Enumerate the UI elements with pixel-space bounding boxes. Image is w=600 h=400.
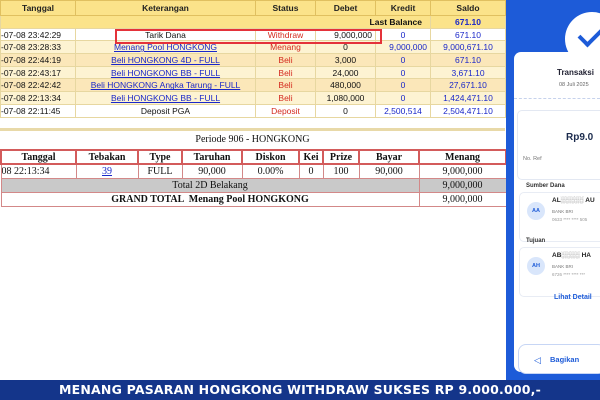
transaction-ledger bbox=[0, 0, 505, 118]
bet-row bbox=[1, 164, 506, 178]
row-status: Deposit bbox=[256, 104, 316, 117]
share-icon: ◁ bbox=[534, 355, 541, 365]
row-kredit: 2,500,514 bbox=[376, 104, 431, 117]
col-tebakan: Tebakan bbox=[76, 150, 138, 164]
share-label: Bagikan bbox=[550, 355, 580, 364]
col-keterangan: Keterangan bbox=[76, 1, 256, 16]
row-status: Beli bbox=[256, 54, 316, 67]
col-status: Status bbox=[256, 1, 316, 16]
col-tanggal: Tanggal bbox=[1, 1, 76, 16]
detail-link[interactable]: Lihat Detail bbox=[554, 294, 592, 301]
promo-banner: MENANG PASARAN HONGKONG WITHDRAW SUKSES RP 9.000.000,- bbox=[0, 380, 600, 400]
last-balance-label: Last Balance bbox=[1, 16, 431, 29]
row-saldo: 27,671.10 bbox=[431, 79, 506, 92]
col-tanggal: Tanggal bbox=[1, 150, 76, 164]
ledger-row bbox=[1, 104, 506, 117]
source-bank: BANK BRI bbox=[552, 209, 574, 214]
row-debet: 3,000 bbox=[316, 54, 376, 67]
last-balance-value: 671.10 bbox=[431, 16, 506, 29]
row-debet: 0 bbox=[316, 104, 376, 117]
row-date: -07-08 22:11:45 bbox=[1, 104, 76, 117]
total-value: 9,000,000 bbox=[419, 178, 506, 192]
col-kredit: Kredit bbox=[376, 1, 431, 16]
row-kredit: 9,000,000 bbox=[376, 41, 431, 54]
amount-box bbox=[517, 110, 600, 180]
receipt-title: Transaksi bbox=[557, 68, 594, 77]
col-diskon: Diskon bbox=[242, 150, 299, 164]
ledger-row bbox=[1, 28, 506, 41]
total-row bbox=[1, 178, 506, 192]
destination-name: AB░░░░ HA bbox=[552, 252, 592, 259]
grand-total-row bbox=[1, 192, 506, 206]
row-saldo: 1,424,471.10 bbox=[431, 92, 506, 105]
ledger-row bbox=[1, 92, 506, 105]
row-kredit: 0 bbox=[376, 66, 431, 79]
row-status: Withdraw bbox=[256, 28, 316, 41]
transfer-receipt-panel bbox=[506, 0, 600, 380]
row-date: -07-08 22:43:17 bbox=[1, 66, 76, 79]
row-desc-link[interactable]: Beli HONGKONG 4D - FULL bbox=[111, 54, 220, 65]
bet-prize: 100 bbox=[323, 164, 359, 178]
row-date: -07-08 23:42:29 bbox=[1, 28, 76, 41]
ledger-row bbox=[1, 79, 506, 92]
row-debet: 24,000 bbox=[316, 66, 376, 79]
source-label: Sumber Dana bbox=[526, 183, 565, 189]
receipt-separator bbox=[514, 98, 600, 99]
ledger-row bbox=[1, 41, 506, 54]
source-account-number: 0633 **** **** 505 bbox=[552, 217, 588, 222]
col-type: Type bbox=[138, 150, 182, 164]
col-debet: Debet bbox=[316, 1, 376, 16]
ledger-header-row bbox=[1, 1, 506, 16]
total-label: Total 2D Belakang bbox=[1, 178, 419, 192]
ledger-row bbox=[1, 54, 506, 67]
col-bayar: Bayar bbox=[359, 150, 419, 164]
row-kredit: 0 bbox=[376, 79, 431, 92]
bet-kei: 0 bbox=[299, 164, 323, 178]
row-saldo: 2,504,471.10 bbox=[431, 104, 506, 117]
row-saldo: 3,671.10 bbox=[431, 66, 506, 79]
row-status: Beli bbox=[256, 92, 316, 105]
row-date: -07-08 22:42:42 bbox=[1, 79, 76, 92]
row-saldo: 671.10 bbox=[431, 28, 506, 41]
row-kredit: 0 bbox=[376, 28, 431, 41]
row-saldo: 671.10 bbox=[431, 54, 506, 67]
grand-total-label: GRAND TOTAL Menang Pool HONGKONG bbox=[1, 192, 419, 206]
row-desc-link[interactable]: Beli HONGKONG BB - FULL bbox=[110, 92, 221, 103]
row-date: -07-08 22:44:19 bbox=[1, 54, 76, 67]
source-name: AL░░░░░ AU bbox=[552, 197, 595, 204]
row-desc: Deposit PGA bbox=[76, 104, 256, 117]
col-taruhan: Taruhan bbox=[182, 150, 242, 164]
bet-menang: 9,000,000 bbox=[419, 164, 506, 178]
bet-type: FULL bbox=[138, 164, 182, 178]
col-menang: Menang bbox=[419, 150, 506, 164]
row-status: Beli bbox=[256, 66, 316, 79]
row-debet: 1,080,000 bbox=[316, 92, 376, 105]
row-status: Menang bbox=[256, 41, 316, 54]
receipt-amount: Rp9.0 bbox=[566, 132, 594, 143]
destination-avatar: AH bbox=[527, 257, 545, 275]
bet-date: 08 22:13:34 bbox=[1, 164, 76, 178]
periode-section bbox=[0, 131, 505, 207]
col-prize: Prize bbox=[323, 150, 359, 164]
row-debet: 480,000 bbox=[316, 79, 376, 92]
bet-bayar: 90,000 bbox=[359, 164, 419, 178]
row-desc-link[interactable]: Beli HONGKONG Angka Tarung - FULL bbox=[90, 80, 241, 91]
row-saldo: 9,000,671.10 bbox=[431, 41, 506, 54]
periode-title: Periode 906 - HONGKONG bbox=[195, 134, 310, 145]
receipt-date: 08 Juli 2025 bbox=[559, 82, 589, 88]
row-status: Beli bbox=[256, 79, 316, 92]
destination-label: Tujuan bbox=[526, 238, 546, 244]
bet-diskon: 0.00% bbox=[242, 164, 299, 178]
col-kei: Kei bbox=[299, 150, 323, 164]
bet-number-link[interactable]: 39 bbox=[102, 165, 112, 177]
destination-bank: BANK BRI bbox=[552, 264, 574, 269]
row-desc: Tarik Dana bbox=[76, 28, 256, 41]
ledger-row bbox=[1, 66, 506, 79]
row-desc-link[interactable]: Beli HONGKONG BB - FULL bbox=[110, 67, 221, 78]
periode-header-row bbox=[1, 150, 506, 164]
source-avatar: AA bbox=[527, 202, 545, 220]
ref-label: No. Ref bbox=[523, 156, 542, 162]
row-date: -07-08 23:28:33 bbox=[1, 41, 76, 54]
col-saldo: Saldo bbox=[431, 1, 506, 16]
row-kredit: 0 bbox=[376, 54, 431, 67]
row-desc-link[interactable]: Menang Pool HONGKONG bbox=[114, 42, 217, 53]
row-kredit: 0 bbox=[376, 92, 431, 105]
destination-account-number: 6726 **** **** *** bbox=[552, 272, 586, 277]
row-date: -07-08 22:13:34 bbox=[1, 92, 76, 105]
row-debet: 0 bbox=[316, 41, 376, 54]
bet-taruhan: 90,000 bbox=[182, 164, 242, 178]
last-balance-row bbox=[1, 16, 506, 29]
grand-total-value: 9,000,000 bbox=[419, 192, 506, 206]
row-debet: 9,000,000 bbox=[316, 28, 376, 41]
